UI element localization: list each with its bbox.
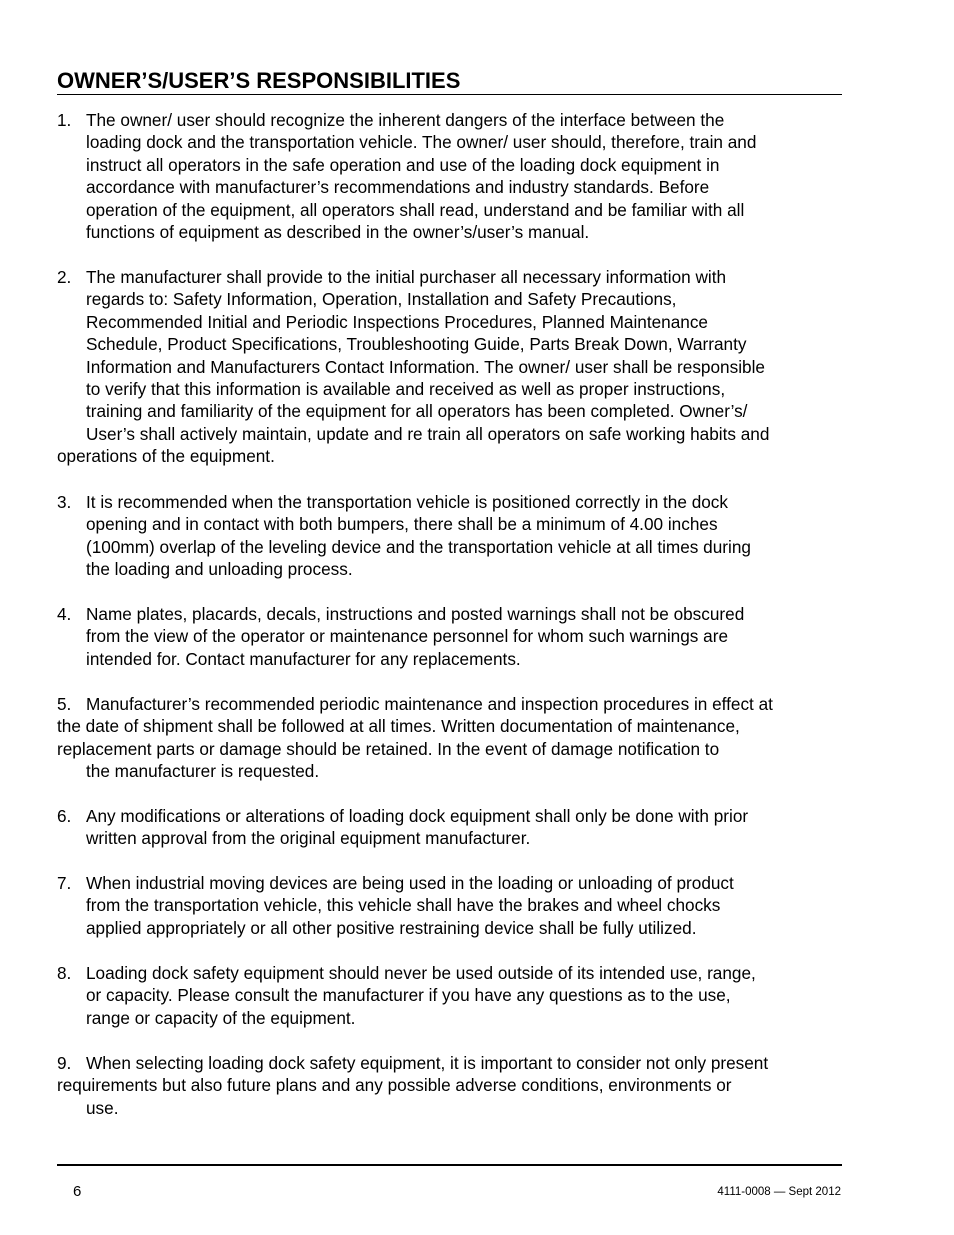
item-number: 9. xyxy=(57,1053,72,1073)
item-text-line: Recommended Initial and Periodic Inspections Procedures, Planned Maintenance xyxy=(86,311,708,332)
document-id: 4111-0008 — Sept 2012 xyxy=(717,1186,841,1198)
item-number: 3. xyxy=(57,492,72,512)
item-number: 1. xyxy=(57,110,72,130)
item-text-line: applied appropriately or all other positive restraining device shall be fully utilized. xyxy=(86,917,697,938)
page-title: OWNER’S/USER’S RESPONSIBILITIES xyxy=(57,67,842,95)
responsibility-item-1 xyxy=(57,109,847,243)
item-text-line: Schedule, Product Specifications, Troubleshooting Guide, Parts Break Down, Warranty xyxy=(86,334,747,355)
item-text-line: requirements but also future plans and any possible adverse conditions, environments or xyxy=(57,1075,732,1096)
item-text-line: opening and in contact with both bumpers, there shall be a minimum of 4.00 inches xyxy=(86,514,718,535)
item-text-line: Information and Manufacturers Contact Information. The owner/ user shall be responsible xyxy=(86,356,765,377)
item-number: 6. xyxy=(57,806,72,826)
item-text-line: Manufacturer’s recommended periodic maintenance and inspection procedures in effect at xyxy=(86,694,773,714)
responsibility-item-7 xyxy=(57,872,847,939)
item-text-line: to verify that this information is available and received as well as proper instructions, xyxy=(86,378,726,399)
item-text-line: Name plates, placards, decals, instructions and posted warnings shall not be obscured xyxy=(86,604,745,624)
responsibility-item-6 xyxy=(57,805,847,850)
item-text-line: from the transportation vehicle, this vehicle shall have the brakes and wheel chocks xyxy=(86,895,721,916)
item-text-line: The manufacturer shall provide to the initial purchaser all necessary information with xyxy=(86,267,727,287)
item-text-line: functions of equipment as described in the owner’s/user’s manual. xyxy=(86,221,590,242)
responsibility-item-2 xyxy=(57,266,847,468)
item-text-line: intended for. Contact manufacturer for any replacements. xyxy=(86,648,521,669)
item-number: 7. xyxy=(57,873,72,893)
responsibility-item-9 xyxy=(57,1052,847,1119)
item-text-line: operation of the equipment, all operators shall read, understand and be familiar with all xyxy=(86,199,745,220)
item-text-line: regards to: Safety Information, Operation, Installation and Safety Precautions, xyxy=(86,289,677,310)
item-number: 2. xyxy=(57,267,72,287)
responsibility-item-8 xyxy=(57,962,847,1029)
item-text-line: replacement parts or damage should be retained. In the event of damage notification to xyxy=(57,738,720,759)
item-text-line: Loading dock safety equipment should never be used outside of its intended use, range, xyxy=(86,963,756,983)
item-text-line: the manufacturer is requested. xyxy=(86,761,320,782)
item-text-line: The owner/ user should recognize the inherent dangers of the interface between the xyxy=(86,110,725,130)
item-text-line: User’s shall actively maintain, update and re train all operators on safe working habits and xyxy=(86,423,770,444)
item-text-line: accordance with manufacturer’s recommendations and industry standards. Before xyxy=(86,177,710,198)
responsibility-item-5 xyxy=(57,693,847,783)
responsibility-item-3 xyxy=(57,491,847,581)
item-text-line: When selecting loading dock safety equipment, it is important to consider not only present xyxy=(86,1053,769,1073)
item-text-line: When industrial moving devices are being used in the loading or unloading of product xyxy=(86,873,734,893)
item-text-line: or capacity. Please consult the manufacturer if you have any questions as to the use, xyxy=(86,985,731,1006)
item-text-line: use. xyxy=(86,1097,119,1118)
page-number: 6 xyxy=(73,1183,82,1200)
item-number: 8. xyxy=(57,963,72,983)
item-text-line: from the view of the operator or maintenance personnel for whom such warnings are xyxy=(86,626,728,647)
item-text-line: range or capacity of the equipment. xyxy=(86,1007,356,1028)
item-text-line: loading dock and the transportation vehicle. The owner/ user should, therefore, train and xyxy=(86,132,757,153)
item-text-line: training and familiarity of the equipment for all operators has been completed. Owner’s/ xyxy=(86,401,748,422)
item-text-line: instruct all operators in the safe operation and use of the loading dock equipment in xyxy=(86,154,720,175)
item-number: 5. xyxy=(57,694,72,714)
item-text-line: the loading and unloading process. xyxy=(86,559,353,580)
responsibility-item-4 xyxy=(57,603,847,670)
item-number: 4. xyxy=(57,604,72,624)
footer-divider xyxy=(57,1164,842,1166)
item-text-line: (100mm) overlap of the leveling device and the transportation vehicle at all times during xyxy=(86,536,751,557)
item-text-line: the date of shipment shall be followed at all times. Written documentation of maintenance, xyxy=(57,716,740,737)
item-text-line: Any modifications or alterations of loading dock equipment shall only be done with prior xyxy=(86,806,749,826)
item-text-line: operations of the equipment. xyxy=(57,446,275,467)
item-text-line: It is recommended when the transportation vehicle is positioned correctly in the dock xyxy=(86,492,728,512)
item-text-line: written approval from the original equipment manufacturer. xyxy=(86,828,531,849)
